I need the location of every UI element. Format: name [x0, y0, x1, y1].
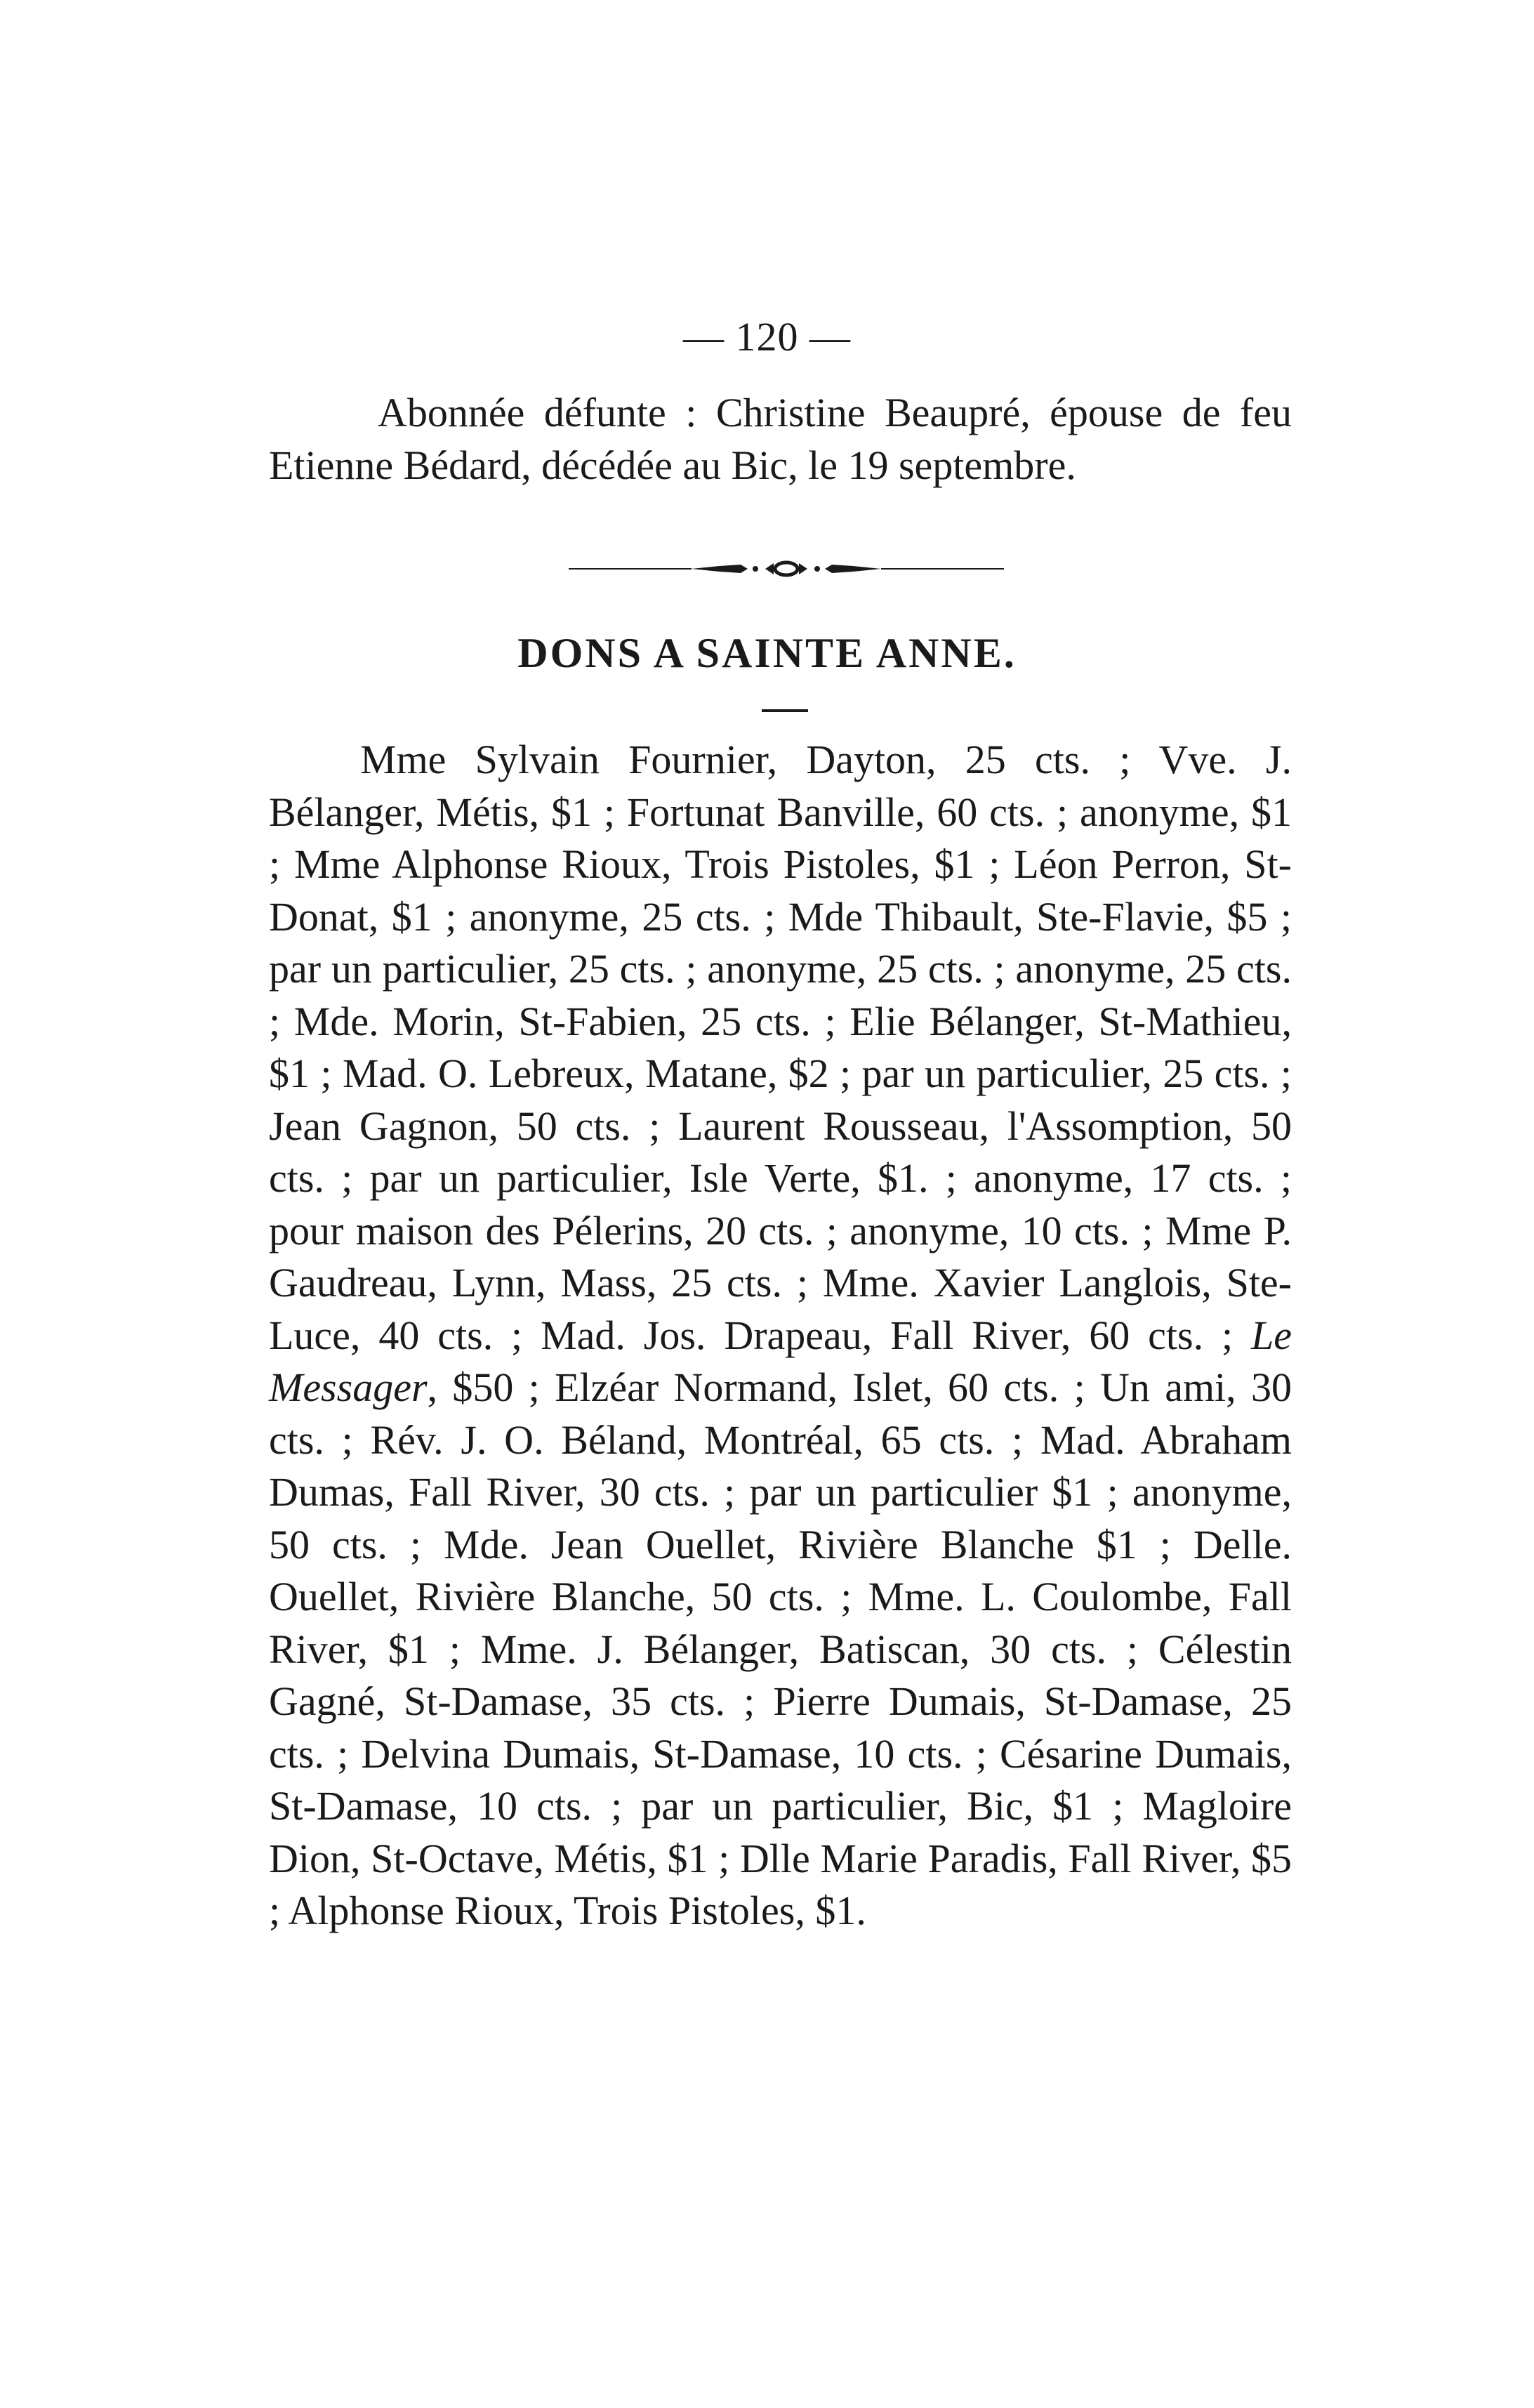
page-number: — 120 — [683, 314, 851, 360]
ornament-divider [569, 555, 1004, 583]
section-heading: DONS A SAINTE ANNE. [517, 630, 1017, 676]
donations-text-part-2: , $50 ; Elzéar Normand, Islet, 60 cts. ; Un ami, 30 cts. ; Rév. J. O. Béland, Montréal, 65 cts. ; Mad. Abraham Dumas, Fall River, 30 cts. ; par un particulier $1 ; anonyme, 50 cts. ; Mde. Jean Ouellet, Rivière Blanche $1 ; Delle. Ouellet, Rivière Blanche, 50 cts. ; Mme. L. Coulombe, Fall River, $1 ; Mme. J. Bélanger, Batiscan, 30 cts. ; Célestin Gagné, St-Damase, 35 cts. ; Pierre Dumais, St-Damase, 25 cts. ; Delvina Dumais, St-Damase, 10 cts. ; Césarine Dumais, St-Damase, 10 cts. ; par un particulier, Bic, $1 ; Magloire Dion, St-Octave, Métis, $1 ; Dlle Marie Paradis, Fall River, $5 ; Alphonse Rioux, Trois Pistoles, $1. [269, 1364, 1292, 1933]
obituary-paragraph [269, 386, 1292, 492]
heading-rule [762, 709, 808, 712]
donations-paragraph [269, 734, 1292, 1937]
donations-text-part-1: Mme Sylvain Fournier, Dayton, 25 cts. ; Vve. J. Bélanger, Métis, $1 ; Fortunat Banville, 60 cts. ; anonyme, $1 ; Mme Alphonse Rioux, Trois Pistoles, $1 ; Léon Perron, St-Donat, $1 ; anonyme, 25 cts. ; Mde Thibault, Ste-Flavie, $5 ; par un particulier, 25 cts. ; anonyme, 25 cts. ; anonyme, 25 cts. ; Mde. Morin, St-Fabien, 25 cts. ; Elie Bélanger, St-Mathieu, $1 ; Mad. O. Lebreux, Matane, $2 ; par un particulier, 25 cts. ; Jean Gagnon, 50 cts. ; Laurent Rousseau, l'Assomption, 50 cts. ; par un particulier, Isle Verte, $1. ; anonyme, 17 cts. ; pour maison des Pélerins, 20 cts. ; anonyme, 10 cts. ; Mme P. Gaudreau, Lynn, Mass, 25 cts. ; Mme. Xavier Langlois, Ste-Luce, 40 cts. ; Mad. Jos. Drapeau, Fall River, 60 cts. ; [269, 737, 1292, 1358]
newspaper-title: Le Messager [269, 1312, 1292, 1410]
obituary-text: Abonnée défunte : Christine Beaupré, épouse de feu Etienne Bédard, décédée au Bic, le 19 septembre. [269, 390, 1292, 488]
